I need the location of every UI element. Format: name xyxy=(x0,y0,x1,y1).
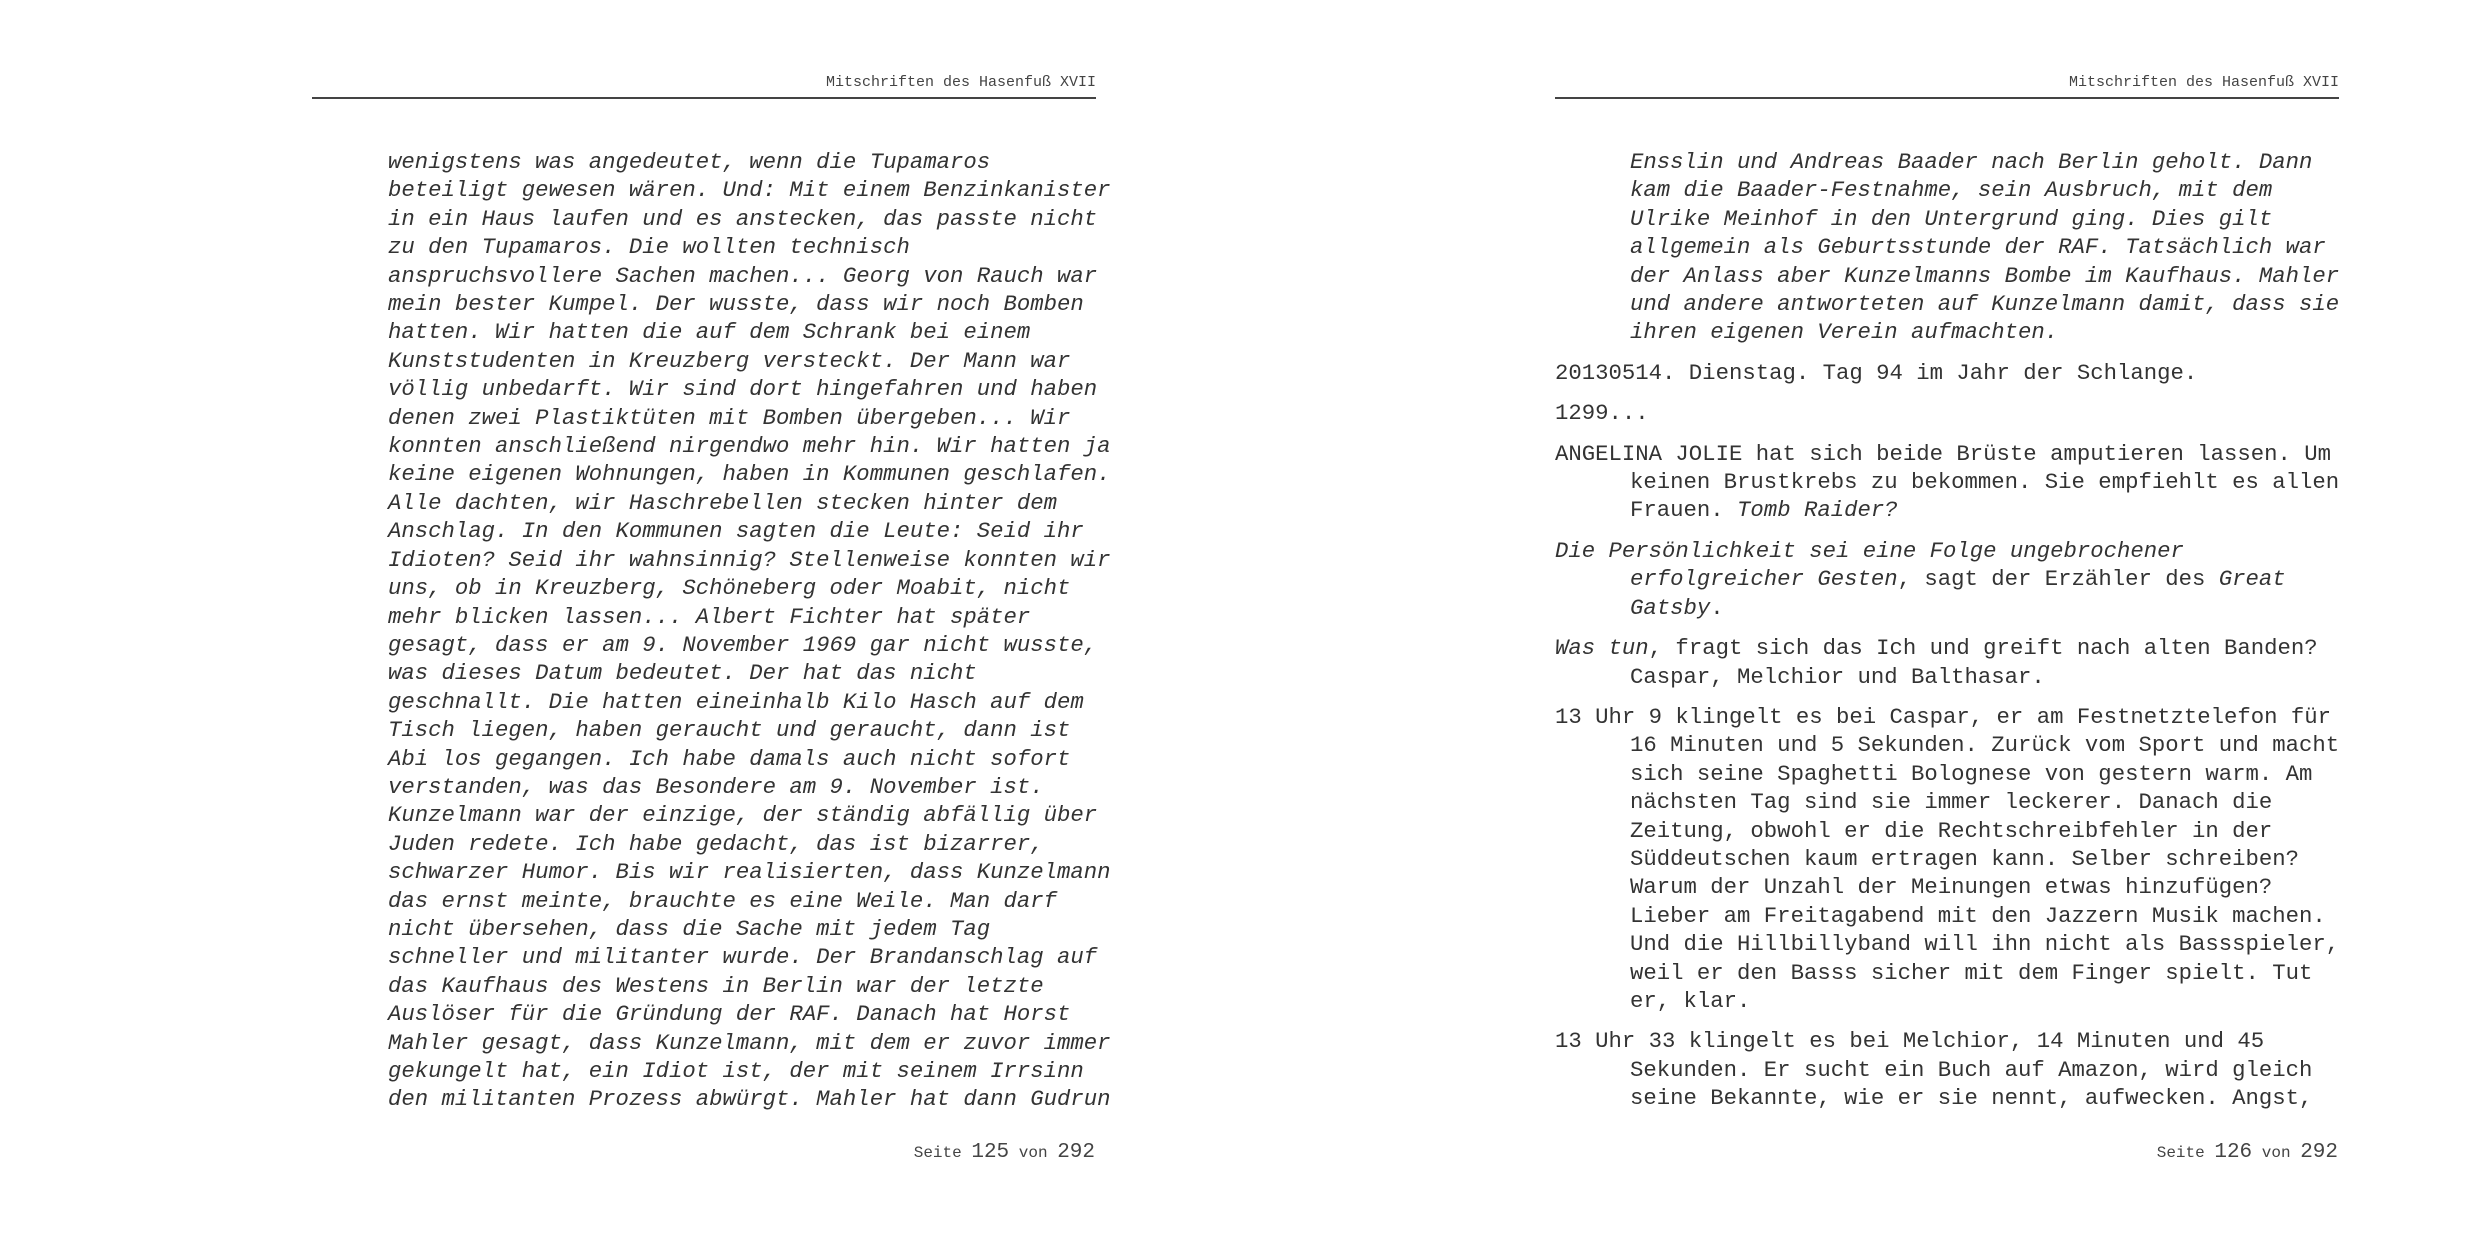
text-run: . xyxy=(1710,594,1724,621)
right-page xyxy=(1555,0,2339,1240)
header-rule xyxy=(312,97,1096,99)
text-line: Sekunden. Er sucht ein Buch auf Amazon, wird gleich xyxy=(1630,1056,2313,1083)
text-run: Frauen. xyxy=(1630,497,1738,524)
text-line: Tisch liegen, haben geraucht und geraucht, dann ist xyxy=(388,717,1071,744)
text-line: Caspar, Melchior und Balthasar. xyxy=(1630,663,2045,690)
text-line: wenigstens was angedeutet, wenn die Tupamaros xyxy=(388,149,991,175)
text-line: Mahler gesagt, dass Kunzelmann, mit dem er zuvor immer xyxy=(388,1029,1111,1056)
date-line: 20130514. Dienstag. Tag 94 im Jahr der Schlange. xyxy=(1555,359,2198,386)
running-header: Mitschriften des Hasenfuß XVII xyxy=(825,74,1096,91)
text-line: das ernst meinte, brauchte es eine Weile. Man darf xyxy=(388,887,1058,914)
text-line: Ulrike Meinhof in den Untergrund ging. Dies gilt xyxy=(1630,205,2273,232)
text-line: Warum der Unzahl der Meinungen etwas hinzufügen? xyxy=(1630,874,2273,901)
text-line: Alle dachten, wir Haschrebellen stecken hinter dem xyxy=(388,489,1058,516)
page-number-current: 126 xyxy=(2214,1141,2253,1164)
text-line: 13 Uhr 9 klingelt es bei Caspar, er am Festnetztelefon für xyxy=(1555,703,2332,730)
text-run: , sagt der Erzähler des xyxy=(1897,566,2219,593)
text-line: ihren eigenen Verein aufmachten. xyxy=(1630,319,2059,346)
page-number xyxy=(312,1141,1095,1164)
melchior-paragraph xyxy=(1555,1027,2339,1112)
page-number xyxy=(1555,1141,2338,1164)
text-line: Süddeutschen kaum ertragen kann. Selber schreiben? xyxy=(1630,845,2300,872)
text-line: völlig unbedarft. Wir sind dort hingefahren und haben xyxy=(388,376,1098,403)
page-number-label: Seite xyxy=(2156,1144,2205,1162)
text-line: Ensslin und Andreas Baader nach Berlin geholt. Dann xyxy=(1630,149,2313,175)
header-rule xyxy=(1555,97,2339,99)
text-line: anspruchsvollere Sachen machen... Georg von Rauch war xyxy=(388,262,1098,289)
text-line: der Anlass aber Kunzelmanns Bombe im Kaufhaus. Mahler xyxy=(1630,262,2340,289)
page-number-label: Seite xyxy=(913,1144,962,1162)
text-line: denen zwei Plastiktüten mit Bomben übergeben... Wir xyxy=(388,404,1071,431)
text-line: 13 Uhr 33 klingelt es bei Melchior, 14 Minuten und 45 xyxy=(1555,1028,2265,1055)
was-tun-paragraph xyxy=(1555,634,2339,691)
counter-paragraph xyxy=(1555,399,2339,427)
text-line: uns, ob in Kreuzberg, Schöneberg oder Moabit, nicht xyxy=(388,575,1071,602)
text-line: nächsten Tag sind sie immer leckerer. Danach die xyxy=(1630,789,2273,816)
text-line: allgemein als Geburtsstunde der RAF. Tatsächlich war xyxy=(1630,234,2326,261)
left-body-text xyxy=(388,148,1111,1114)
text-line xyxy=(1555,565,2339,593)
text-line: Kunzelmann war der einzige, der ständig abfällig über xyxy=(388,802,1098,829)
date-paragraph xyxy=(1555,359,2339,387)
text-line: sich seine Spaghetti Bolognese von gestern warm. Am xyxy=(1630,760,2313,787)
page-number-total: 292 xyxy=(1057,1141,1095,1164)
text-line: Auslöser für die Gründung der RAF. Danach hat Horst xyxy=(388,1001,1071,1028)
text-line: Abi los gegangen. Ich habe damals auch nicht sofort xyxy=(388,745,1071,772)
text-line: geschnallt. Die hatten eineinhalb Kilo Hasch auf dem xyxy=(388,688,1084,715)
text-line: in ein Haus laufen und es anstecken, das passte nicht xyxy=(388,205,1098,232)
text-line: mehr blicken lassen... Albert Fichter hat später xyxy=(388,603,1031,630)
text-line: Die Persönlichkeit sei eine Folge ungebrochener xyxy=(1555,537,2184,564)
text-line xyxy=(1555,634,2339,662)
text-line: konnten anschließend nirgendwo mehr hin. Wir hatten ja xyxy=(388,433,1111,460)
text-line: gekungelt hat, ein Idiot ist, der mit seinem Irrsinn xyxy=(388,1058,1084,1084)
text-line: das Kaufhaus des Westens in Berlin war der letzte xyxy=(388,972,1044,999)
text-line xyxy=(1555,496,2339,524)
text-run-italic: Tomb Raider? xyxy=(1737,497,1898,524)
text-line: er, klar. xyxy=(1630,987,1751,1014)
page-number-of: von xyxy=(2261,1144,2291,1162)
jolie-paragraph xyxy=(1555,440,2339,525)
text-line: zu den Tupamaros. Die wollten technisch xyxy=(388,234,910,261)
text-line: Kunststudenten in Kreuzberg versteckt. Der Mann war xyxy=(388,347,1071,374)
text-line xyxy=(1555,594,2339,622)
running-header: Mitschriften des Hasenfuß XVII xyxy=(2068,74,2339,91)
text-line: nicht übersehen, dass die Sache mit jedem Tag xyxy=(388,915,991,942)
text-run-italic: Great xyxy=(2218,566,2286,593)
text-run: , fragt sich das Ich und greift nach alten Banden? xyxy=(1648,635,2318,662)
text-line: weil er den Basss sicher mit dem Finger spielt. Tut xyxy=(1630,959,2313,986)
text-line: Juden redete. Ich habe gedacht, das ist bizarrer, xyxy=(388,830,1044,857)
text-line: Lieber am Freitagabend mit den Jazzern Musik machen. xyxy=(1630,902,2326,929)
right-body-text xyxy=(1555,148,2339,1125)
text-line: Idioten? Seid ihr wahnsinnig? Stellenweise konnten wir xyxy=(388,546,1111,573)
page-number-total: 292 xyxy=(2300,1141,2338,1164)
text-run-italic: Gatsby xyxy=(1630,594,1711,621)
text-line: beteiligt gewesen wären. Und: Mit einem Benzinkanister xyxy=(388,177,1111,204)
text-line: was dieses Datum bedeutet. Der hat das nicht xyxy=(388,660,977,687)
text-line: 16 Minuten und 5 Sekunden. Zurück vom Sport und macht xyxy=(1630,732,2340,759)
text-line: mein bester Kumpel. Der wusste, dass wir noch Bomben xyxy=(388,291,1084,318)
text-line: kam die Baader-Festnahme, sein Ausbruch, mit dem xyxy=(1630,177,2273,204)
text-line: hatten. Wir hatten die auf dem Schrank bei einem xyxy=(388,319,1031,346)
text-line: seine Bekannte, wie er sie nennt, aufwecken. Angst, xyxy=(1630,1085,2313,1112)
text-line: verstanden, was das Besondere am 9. November ist. xyxy=(388,773,1044,800)
left-page xyxy=(312,0,1111,1240)
page-number-of: von xyxy=(1018,1144,1048,1162)
text-line: den militanten Prozess abwürgt. Mahler hat dann Gudrun xyxy=(388,1086,1111,1113)
text-line: schneller und militanter wurde. Der Brandanschlag auf xyxy=(388,944,1098,971)
text-line: keine eigenen Wohnungen, haben in Kommunen geschlafen. xyxy=(388,461,1111,488)
text-line: schwarzer Humor. Bis wir realisierten, dass Kunzelmann xyxy=(388,859,1111,886)
text-run-italic: Was tun xyxy=(1555,635,1649,662)
text-line: und andere antworteten auf Kunzelmann damit, dass sie xyxy=(1630,291,2340,318)
caspar-paragraph xyxy=(1555,703,2339,1015)
page-number-current: 125 xyxy=(971,1141,1010,1164)
text-line: Anschlag. In den Kommunen sagten die Leute: Seid ihr xyxy=(388,518,1084,545)
counter-line: 1299... xyxy=(1555,400,1649,427)
text-run-italic: erfolgreicher Gesten xyxy=(1630,566,1898,593)
text-line: Zeitung, obwohl er die Rechtschreibfehler in der xyxy=(1630,817,2273,844)
quote-paragraph xyxy=(1555,148,2339,347)
text-line: ANGELINA JOLIE hat sich beide Brüste amputieren lassen. Um xyxy=(1555,440,2332,467)
persoenlichkeit-paragraph xyxy=(1555,537,2339,622)
text-line: keinen Brustkrebs zu bekommen. Sie empfiehlt es allen xyxy=(1630,469,2340,496)
text-line: gesagt, dass er am 9. November 1969 gar nicht wusste, xyxy=(388,631,1098,658)
text-line: Und die Hillbillyband will ihn nicht als Bassspieler, xyxy=(1630,931,2340,958)
